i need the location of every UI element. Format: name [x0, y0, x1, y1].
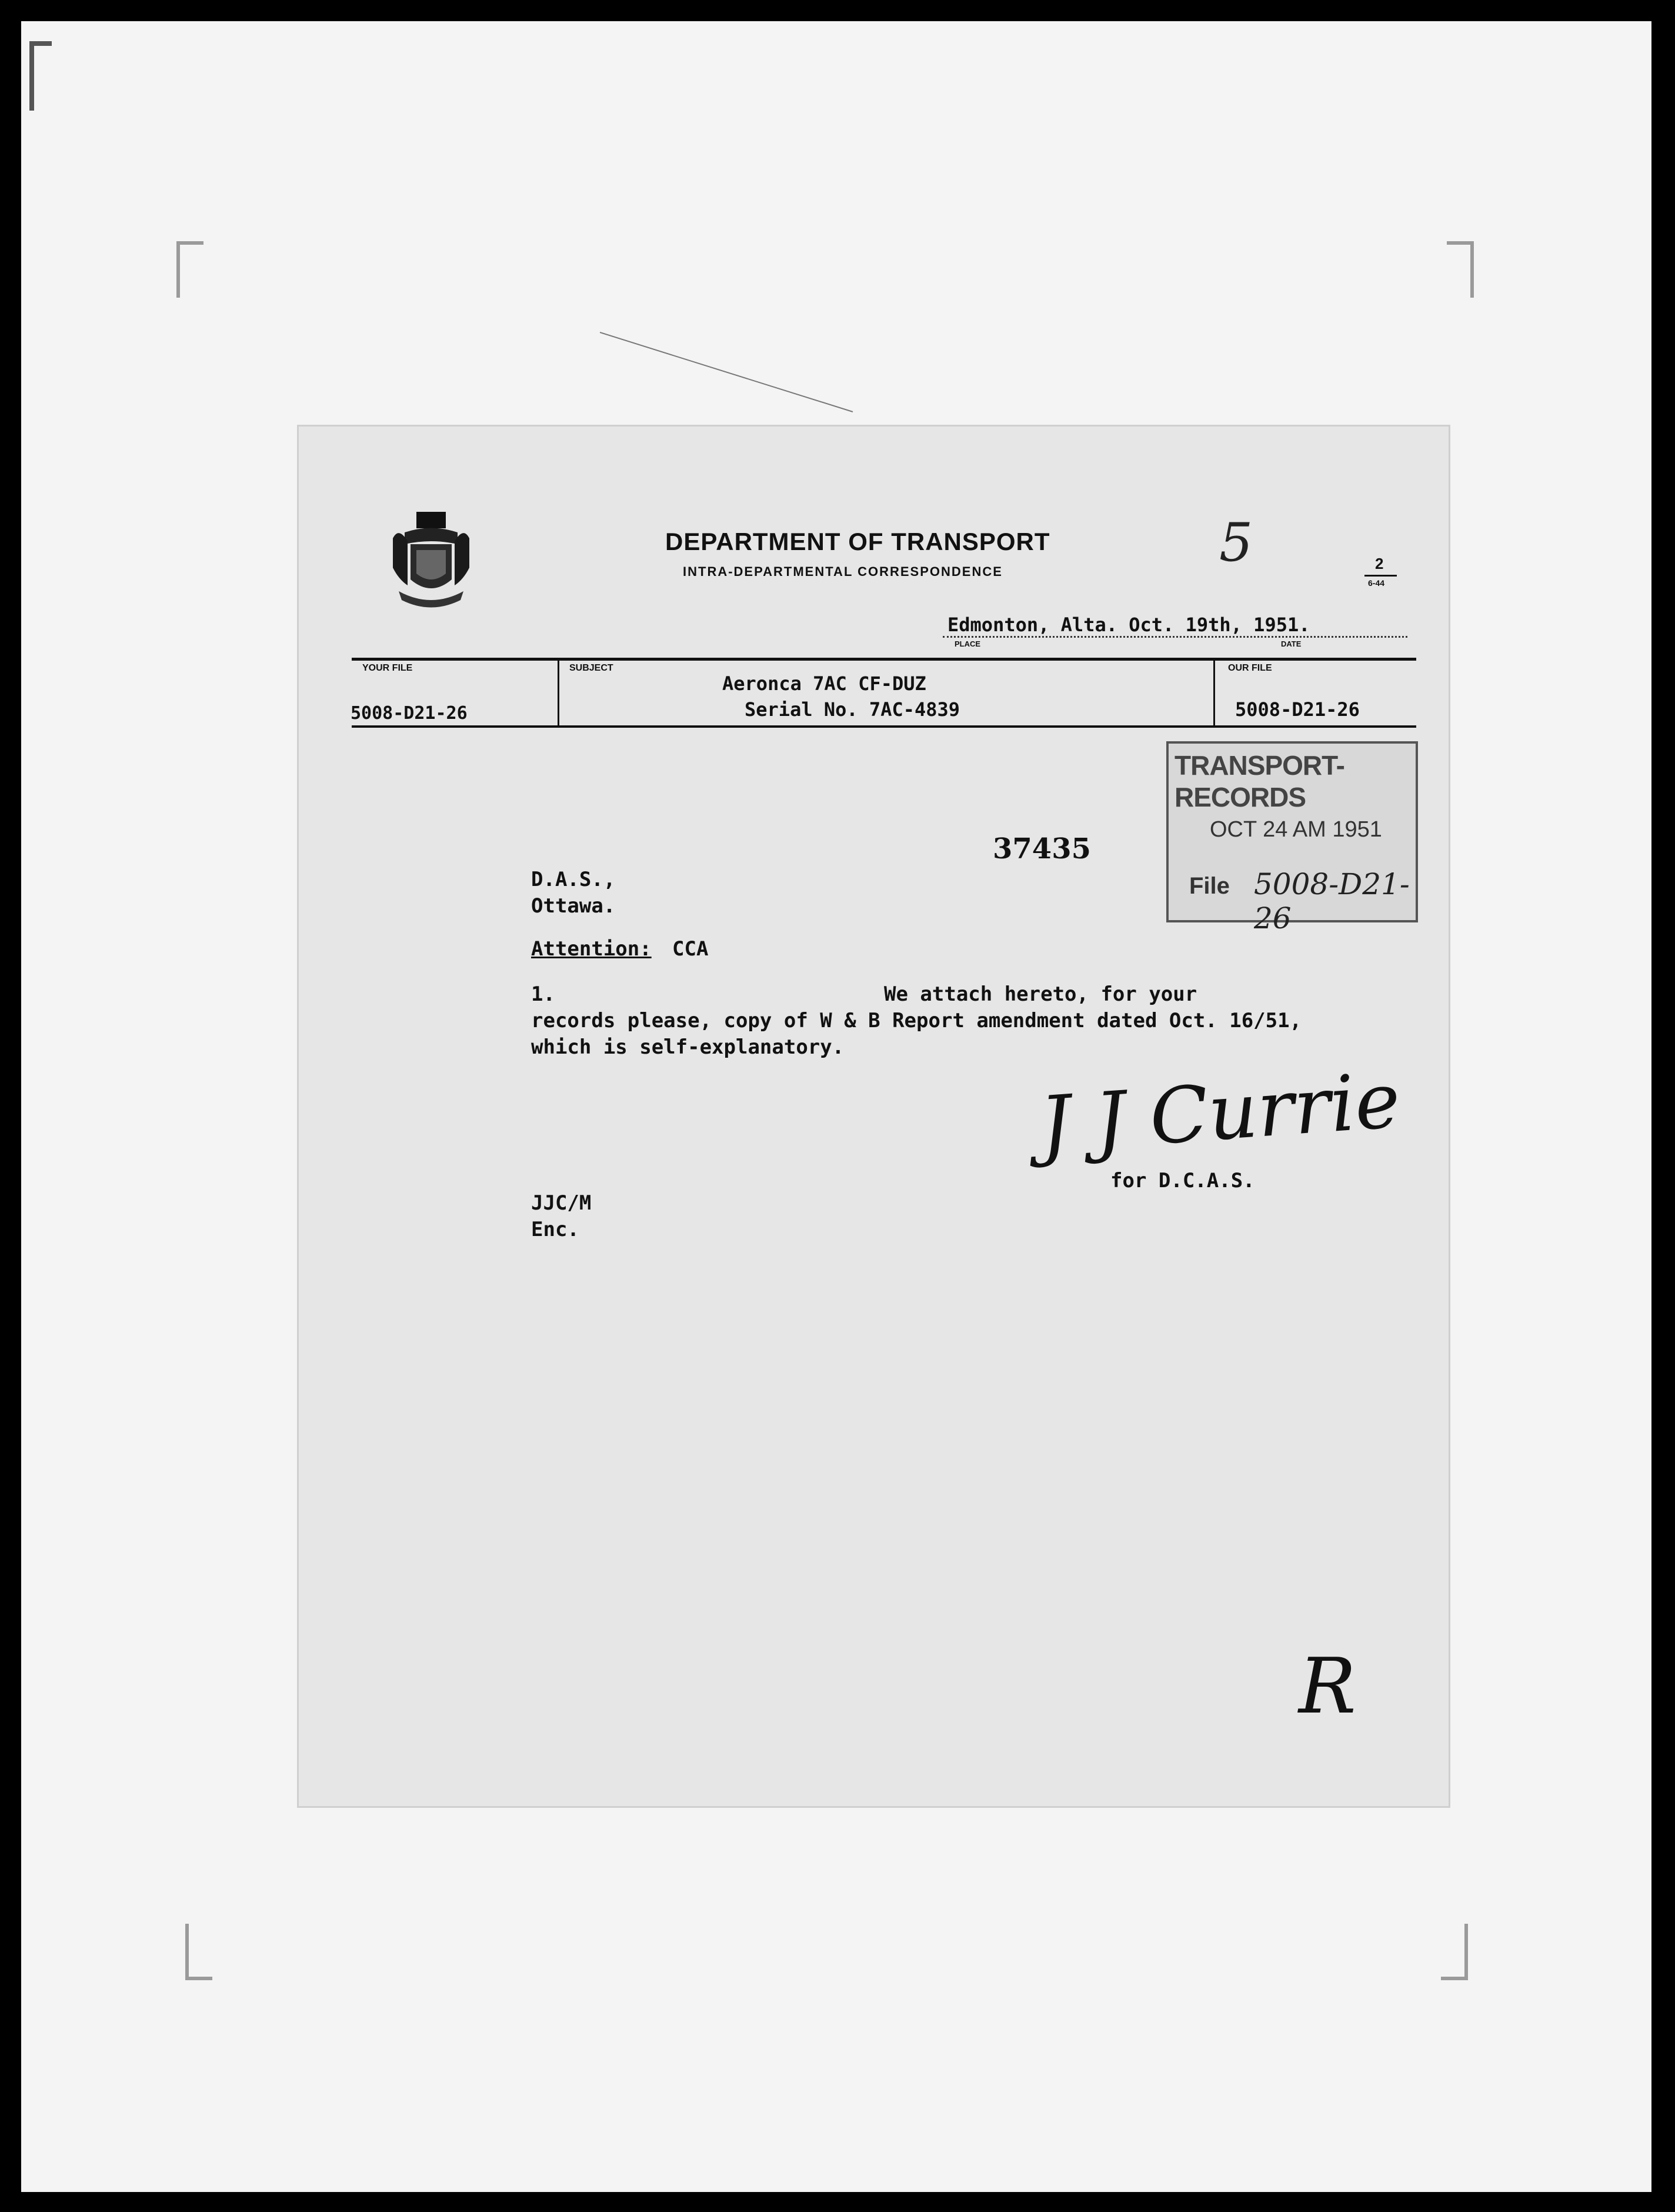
our-file-value: 5008-D21-26: [1235, 698, 1360, 721]
letter-page: [299, 427, 1449, 1806]
stamp-date: OCT 24 AM 1951: [1210, 817, 1382, 842]
our-file-label: OUR FILE: [1228, 663, 1272, 673]
stamp-title: TRANSPORT-RECORDS: [1174, 750, 1344, 812]
form-code: 6-44: [1368, 578, 1385, 588]
attention-label: Attention:: [531, 937, 652, 961]
paragraph-number: 1.: [531, 982, 555, 1006]
signature-for-line: for D.C.A.S.: [1110, 1169, 1255, 1192]
subject-line-1: Aeronca 7AC CF-DUZ: [722, 672, 926, 695]
department-title: DEPARTMENT OF TRANSPORT: [665, 528, 1050, 555]
dotted-line: [943, 636, 1407, 638]
table-bottom-rule: [352, 725, 1416, 728]
divider: [1364, 575, 1397, 577]
form-number: 2: [1375, 555, 1384, 572]
addressee-line-1: D.A.S.,: [531, 868, 616, 891]
signature: J J Currie: [1037, 1055, 1403, 1170]
stamp-file-number: 5008-D21-26: [1254, 867, 1410, 935]
place-date: Edmonton, Alta. Oct. 19th, 1951.: [947, 614, 1310, 636]
crop-mark: [185, 1924, 212, 1980]
records-stamp: [1166, 741, 1418, 935]
reference-number: 37435: [993, 832, 1091, 865]
crop-mark: [1447, 241, 1474, 298]
your-file-value: 5008-D21-26: [351, 703, 468, 724]
subject-line-2: Serial No. 7AC-4839: [745, 698, 960, 721]
body-line-3: which is self-explanatory.: [531, 1035, 845, 1059]
place-label: PLACE: [955, 639, 981, 648]
table-divider: [1213, 659, 1215, 727]
handwritten-mark: 5: [1219, 512, 1253, 574]
initials-line-1: JJC/M: [531, 1191, 592, 1215]
crop-mark: [176, 241, 203, 298]
table-top-rule: [352, 658, 1416, 661]
date-label: DATE: [1281, 639, 1302, 648]
stamp-file-label: File: [1189, 873, 1230, 899]
crop-mark: [1441, 1924, 1468, 1980]
crop-mark: [29, 41, 52, 111]
coat-of-arms-icon: [387, 509, 475, 612]
scratch-line: [600, 329, 859, 418]
department-subtitle: INTRA-DEPARTMENTAL CORRESPONDENCE: [683, 564, 1003, 579]
body-line-2: records please, copy of W & B Report amendment dated Oct. 16/51,: [531, 1009, 1302, 1032]
subject-label: SUBJECT: [569, 663, 613, 673]
body-line-1: We attach hereto, for your: [884, 982, 1197, 1006]
initials-line-2: Enc.: [531, 1218, 579, 1241]
your-file-label: YOUR FILE: [362, 663, 413, 673]
table-divider: [558, 659, 559, 727]
addressee-line-2: Ottawa.: [531, 894, 616, 918]
attention-value: CCA: [672, 937, 709, 961]
handwritten-initial: R: [1299, 1641, 1356, 1731]
